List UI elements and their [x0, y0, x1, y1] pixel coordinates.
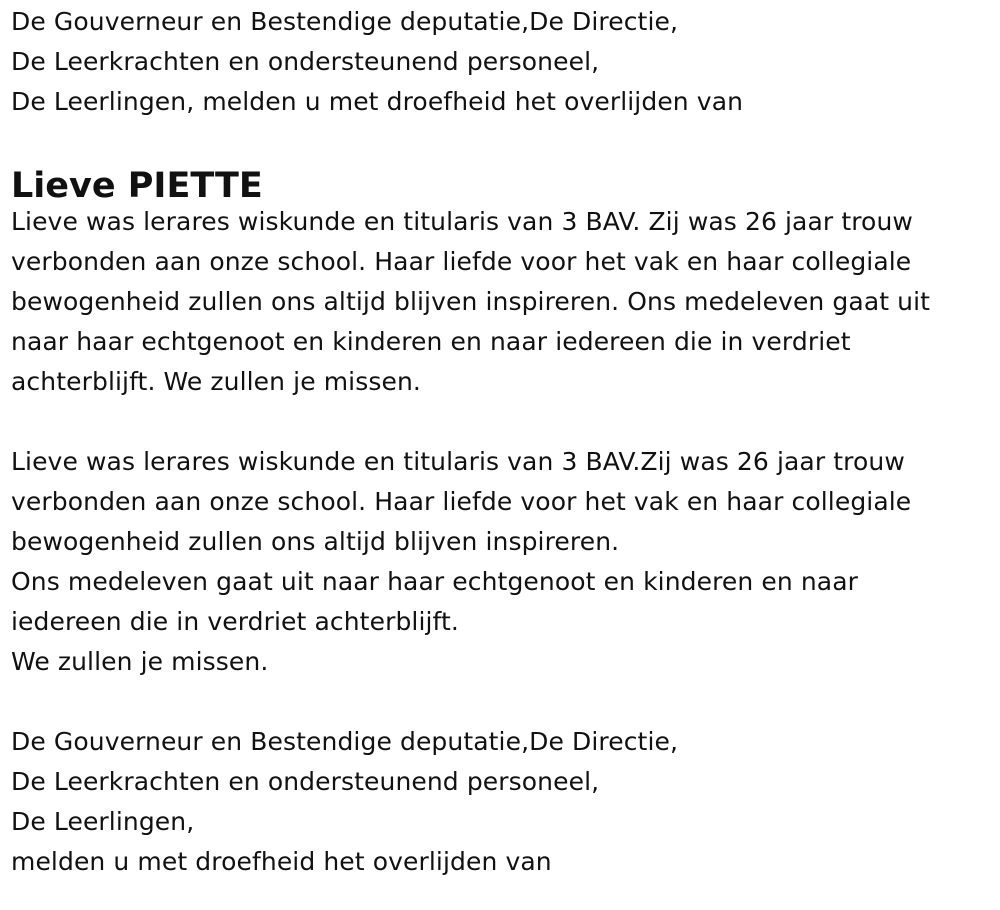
tribute-paragraph-2: [11, 442, 1000, 682]
tribute-paragraph-1: [11, 202, 1000, 402]
tribute-line: We zullen je missen.: [11, 647, 269, 676]
footer-line: De Leerlingen,: [11, 807, 195, 836]
header-line: De Leerkrachten en ondersteunend personeel,: [11, 47, 600, 76]
tribute-line: verbonden aan onze school. Haar liefde voor het vak en haar collegiale: [11, 247, 912, 276]
tribute-line: Lieve was lerares wiskunde en titularis van 3 BAV. Zij was 26 jaar trouw: [11, 207, 913, 236]
spacer: [11, 122, 1000, 162]
footer-line: De Gouverneur en Bestendige deputatie,De Directie,: [11, 727, 679, 756]
footer-line: De Leerkrachten en ondersteunend personeel,: [11, 767, 600, 796]
tribute-line: achterblijft. We zullen je missen.: [11, 367, 421, 396]
spacer: [11, 682, 1000, 722]
tribute-line: bewogenheid zullen ons altijd blijven inspireren. Ons medeleven gaat uit: [11, 287, 931, 316]
footer-line: melden u met droefheid het overlijden van: [11, 847, 552, 876]
tribute-line: Lieve was lerares wiskunde en titularis van 3 BAV.Zij was 26 jaar trouw: [11, 447, 905, 476]
header-announcement: [11, 2, 1000, 122]
header-line: De Gouverneur en Bestendige deputatie,De Directie,: [11, 7, 679, 36]
spacer: [11, 402, 1000, 442]
tribute-line: naar haar echtgenoot en kinderen en naar iedereen die in verdriet: [11, 327, 851, 356]
header-line: De Leerlingen, melden u met droefheid het overlijden van: [11, 87, 744, 116]
tribute-line: verbonden aan onze school. Haar liefde voor het vak en haar collegiale: [11, 487, 912, 516]
tribute-line: Ons medeleven gaat uit naar haar echtgenoot en kinderen en naar: [11, 567, 859, 596]
deceased-name: Lieve PIETTE: [11, 166, 263, 206]
tribute-line: iedereen die in verdriet achterblijft.: [11, 607, 459, 636]
tribute-line: bewogenheid zullen ons altijd blijven inspireren.: [11, 527, 620, 556]
footer-announcement: [11, 722, 1000, 882]
